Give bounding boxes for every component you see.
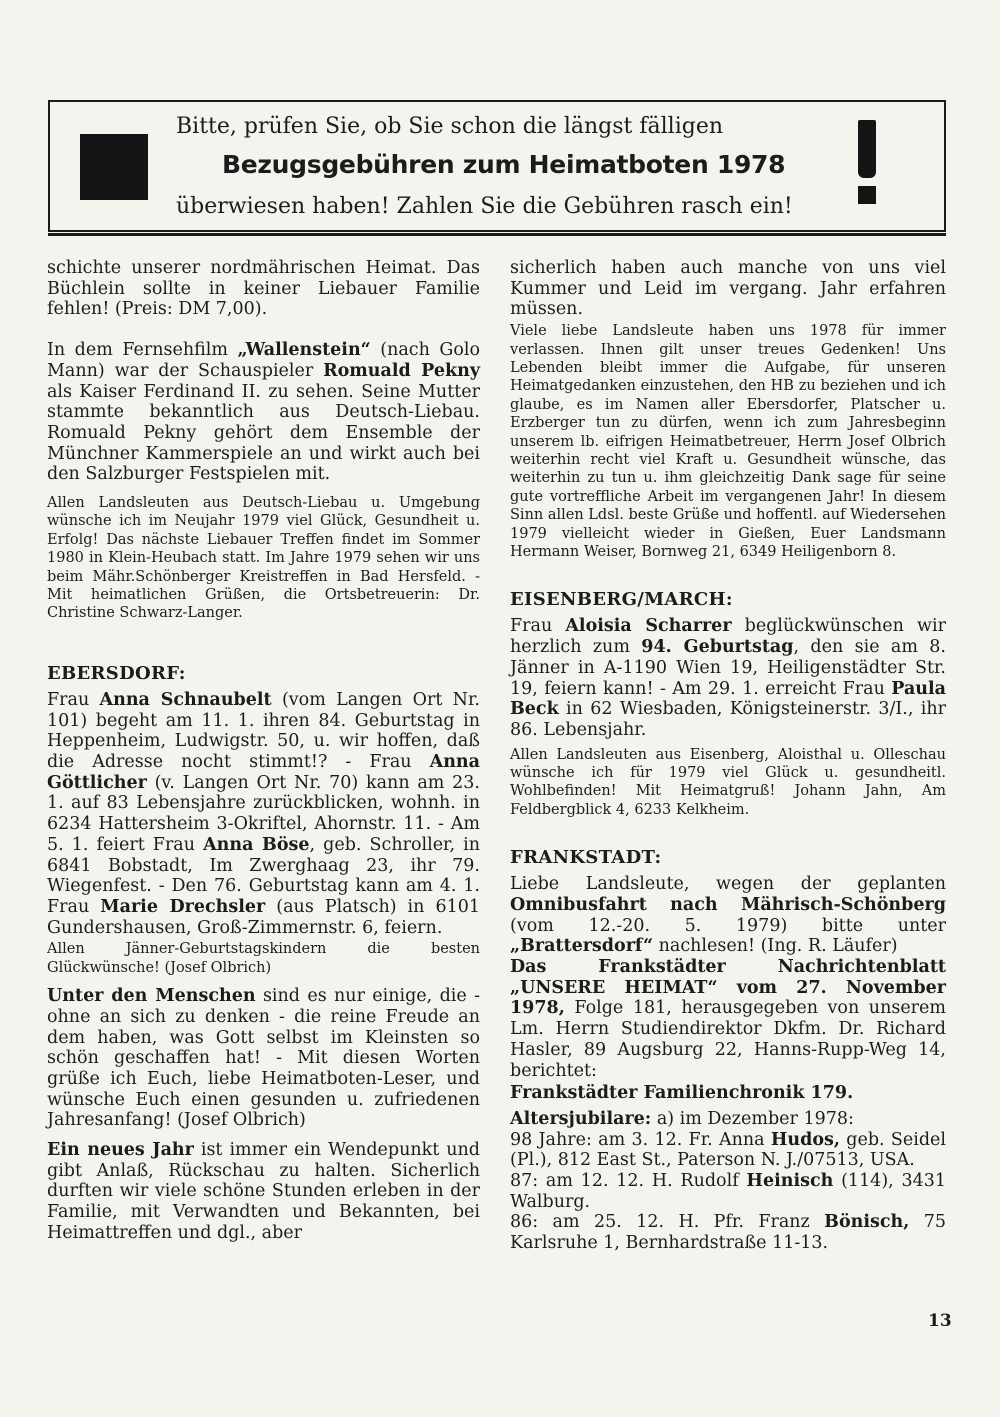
jubilar-entry: 86: am 25. 12. H. Pfr. Franz Bönisch, 75 Karlsruhe 1, Bernhardstraße 11-13. bbox=[510, 1212, 946, 1254]
paragraph-neues-jahr: Ein neues Jahr ist immer ein Wendepunkt und gibt Anlaß, Rückschau zu halten. Sicherlich durften wir viele schöne Stunden erleben in der Familie, mit Verwandten und Bekannten, bei Heimattreffen und dgl., aber bbox=[47, 1140, 480, 1243]
paragraph-unter-den-menschen: Unter den Menschen sind es nur einige, die - ohne an sich zu denken - die reine Freude an dem haben, was Gott selbst im Kleinsten so schön geschaffen hat! - Mit diesen Worten grüße ich Euch, liebe Heimatboten-Leser, und wünsche Euch einen gesunden u. zufriedenen Jahresanfang! (Josef Olbrich) bbox=[47, 986, 480, 1131]
banner-line-1: Bitte, prüfen Sie, ob Sie schon die längst fälligen bbox=[176, 114, 724, 139]
paragraph-birthdays: Frau Aloisia Scharrer beglückwünschen wir herzlich zum 94. Geburtstag, den sie am 8. Jänner in A-1190 Wien 19, Heiligenstädter Str. 19, feiern kann! - Am 29. 1. erreicht Frau Paula Beck in 62 Wiesbaden, Königsteinerstr. 3/I., ihr 86. Lebensjahr. bbox=[510, 616, 946, 740]
exclamation-icon bbox=[858, 120, 876, 210]
paragraph: schichte unserer nordmährischen Heimat. Das Büchlein sollte in keiner Liebauer Familie fehlen! (Preis: DM 7,00). bbox=[47, 258, 480, 320]
black-square-mark bbox=[80, 134, 148, 200]
altersjubilare-line: Altersjubilare: a) im Dezember 1978: bbox=[510, 1108, 854, 1129]
paragraph: sicherlich haben auch manche von uns viel Kummer und Leid im vergang. Jahr erfahren müssen. bbox=[510, 258, 946, 320]
banner-rule bbox=[48, 233, 946, 236]
chronik-heading: Frankstädter Familienchronik 179. bbox=[510, 1083, 854, 1104]
jubilar-entry: 98 Jahre: am 3. 12. Fr. Anna Hudos, geb. Seidel (Pl.), 812 East St., Paterson N. J./07513, USA. bbox=[510, 1129, 946, 1171]
banner-headline: Bezugsgebühren zum Heimatboten 1978 bbox=[222, 150, 786, 179]
jubilar-entry: 87: am 12. 12. H. Rudolf Heinisch (114), 3431 Walburg. bbox=[510, 1171, 946, 1212]
greeting-note: Allen Landsleuten aus Deutsch-Liebau u. Umgebung wünsche ich im Neujahr 1979 viel Glück, Gesundheit u. Erfolg! Das nächste Liebauer Treffen findet im Sommer 1980 in Klein-Heubach statt. Im Jahre 1979 sehen wir uns beim Mähr.Schönberger Kreistreffen in Bad Hersfeld. - Mit heimatlichen Grüßen, die Ortsbetreuerin: Dr. Christine Schwarz-Langer. bbox=[47, 495, 480, 622]
subscription-reminder-banner bbox=[48, 100, 946, 232]
memorial-note: Viele liebe Landsleute haben uns 1978 für immer verlassen. Ihnen gilt unser treues Gedenken! Uns Lebenden bleibt immer die Aufgabe, für unseren Heimatgedanken einzustehen, den HB zu beziehen und ich glaube, es im Namen aller Ebersdorfer, Platscher u. Erzberger tun zu dürfen, wenn ich zum Jahresbeginn unserem lb. eifrigen Heimatbetreuer, Herrn Josef Olbrich weiterhin recht viel Kraft u. Gesundheit wünsche, das weiterhin zu tun u. ihm gleichzeitig Dank sage für seine gute vortreffliche Arbeit im vergangenen Jahr! In diesem Sinn allen Ldsl. beste Grüße und hoffentl. auf Wiedersehen 1979 vielleicht wieder in Gießen, Euer Landsmann Hermann Weiser, Bornweg 21, 6349 Heiligenborn 8. bbox=[510, 323, 947, 560]
right-column bbox=[510, 258, 946, 1254]
banner-line-3: überwiesen haben! Zahlen Sie die Gebühren rasch ein! bbox=[176, 194, 793, 219]
left-column bbox=[47, 258, 480, 1244]
page-number: 13 bbox=[928, 1311, 952, 1331]
paragraph-birthdays: Frau Anna Schnaubelt (vom Langen Ort Nr. 101) begeht am 11. 1. ihren 84. Geburtstag in Heppenheim, Ludwigstr. 50, u. wir hoffen, daß die Adresse nocht stimmt!? - Frau Anna Göttlicher (v. Langen Ort Nr. 70) kann am 23. 1. auf 83 Lebensjahre zurückblicken, wohnh. in 6234 Hattersheim 3-Okriftel, Ahornstr. 11. - Am 5. 1. feiert Frau Anna Böse, geb. Schroller, in 6841 Bobstadt, Im Zwerghaag 23, ihr 79. Wiegenfest. - Den 76. Geburtstag kann am 4. 1. Frau Marie Drechsler (aus Platsch) in 6101 Gundershausen, Groß-Zimmernstr. 6, feiern. bbox=[47, 689, 481, 938]
section-heading-ebersdorf: EBERSDORF: bbox=[47, 662, 186, 684]
section-heading-eisenberg: EISENBERG/MARCH: bbox=[510, 589, 733, 611]
greeting-note: Allen Landsleuten aus Eisenberg, Aloisthal u. Olleschau wünsche ich für 1979 viel Glück u. gesundheitl. Wohlbefinden! Mit Heimatgruß! Johann Jahn, Am Feldbergblick 4, 6233 Kelkheim. bbox=[510, 746, 946, 818]
paragraph-wallenstein: In dem Fernsehfilm „Wallenstein“ (nach Golo Mann) war der Schauspieler Romuald Pekny als Kaiser Ferdinand II. zu sehen. Seine Mutter stammte bekanntlich aus Deutsch-Liebau. Romuald Pekny gehört dem Ensemble der Münchner Kammerspiele an und wirkt auch bei den Salzburger Festspielen mit. bbox=[47, 340, 480, 485]
paragraph-omnibus: Liebe Landsleute, wegen der geplanten Omnibusfahrt nach Mährisch-Schönberg (vom 12.-20. 5. 1979) bitte unter „Brattersdorf“ nachlesen! (Ing. R. Läufer) bbox=[510, 874, 946, 957]
paragraph-nachrichtenblatt: Das Frankstädter Nachrichtenblatt „UNSERE HEIMAT“ vom 27. November 1978, Folge 181, herausgegeben von unserem Lm. Herrn Studiendirektor Dkfm. Dr. Richard Hasler, 89 Augsburg 22, Hanns-Rupp-Weg 14, berichtet: bbox=[510, 957, 946, 1081]
section-heading-frankstadt: FRANKSTADT: bbox=[510, 847, 662, 869]
greeting-note: Allen Jänner-Geburtstagskindern die besten Glückwünsche! (Josef Olbrich) bbox=[47, 941, 480, 976]
